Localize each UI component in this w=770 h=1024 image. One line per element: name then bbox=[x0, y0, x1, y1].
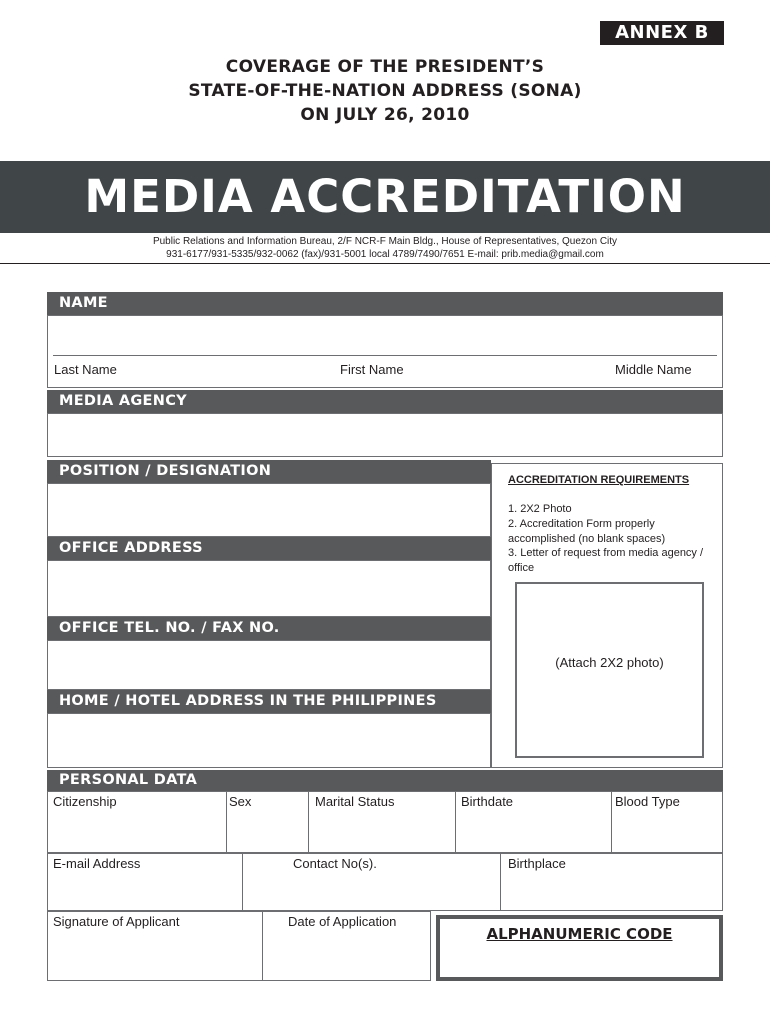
requirement-item-1: 1. 2X2 Photo bbox=[508, 503, 572, 515]
alphanumeric-code-box bbox=[436, 915, 723, 981]
marital-status-label: Marital Status bbox=[315, 794, 395, 809]
alphanumeric-code-label: ALPHANUMERIC CODE bbox=[486, 925, 673, 943]
citizenship-label: Citizenship bbox=[53, 794, 117, 809]
middle-name-label: Middle Name bbox=[615, 362, 692, 377]
form-title: MEDIA ACCREDITATION bbox=[84, 170, 686, 223]
divider bbox=[500, 853, 501, 911]
position-field[interactable] bbox=[47, 483, 491, 537]
last-name-label: Last Name bbox=[54, 362, 117, 377]
section-position-header: POSITION / DESIGNATION bbox=[47, 460, 491, 483]
section-personal-data-header: PERSONAL DATA bbox=[47, 770, 723, 791]
coverage-line-1: COVERAGE OF THE PRESIDENT’S bbox=[225, 57, 545, 77]
email-label: E-mail Address bbox=[53, 856, 141, 871]
signature-label: Signature of Applicant bbox=[53, 914, 180, 929]
contact-nos-label: Contact No(s). bbox=[293, 856, 377, 871]
sex-label: Sex bbox=[229, 794, 252, 809]
section-name-header: NAME bbox=[47, 292, 723, 315]
divider bbox=[226, 791, 227, 853]
photo-label: (Attach 2X2 photo) bbox=[555, 655, 664, 670]
blood-type-label: Blood Type bbox=[615, 794, 680, 809]
annex-label: ANNEX B bbox=[600, 21, 724, 45]
name-field-box[interactable] bbox=[47, 315, 723, 388]
date-application-label: Date of Application bbox=[288, 914, 397, 929]
requirement-item-3: 3. Letter of request from media agency / office bbox=[508, 547, 704, 574]
contact-address: Public Relations and Information Bureau, 2/F NCR-F Main Bldg., House of Representatives, Quezon City bbox=[152, 236, 618, 247]
requirements-title: ACCREDITATION REQUIREMENTS bbox=[508, 474, 690, 486]
home-address-field[interactable] bbox=[47, 713, 491, 768]
divider bbox=[262, 911, 263, 981]
media-agency-field[interactable] bbox=[47, 413, 723, 457]
divider bbox=[455, 791, 456, 853]
coverage-line-3: ON JULY 26, 2010 bbox=[300, 105, 470, 125]
divider bbox=[611, 791, 612, 853]
divider bbox=[242, 853, 243, 911]
photo-placeholder[interactable] bbox=[515, 582, 704, 758]
personal-row-2 bbox=[47, 853, 723, 911]
birthplace-label: Birthplace bbox=[508, 856, 566, 871]
contact-phone-email: 931-6177/931-5335/932-0062 (fax)/931-5001 local 4789/7490/7651 E-mail: prib.media@gmail.com bbox=[166, 249, 604, 260]
requirement-item-2: 2. Accreditation Form properly accomplished (no blank spaces) bbox=[508, 518, 666, 545]
section-home-address-header: HOME / HOTEL ADDRESS IN THE PHILIPPINES bbox=[47, 690, 491, 713]
office-address-field[interactable] bbox=[47, 560, 491, 617]
section-office-tel-header: OFFICE TEL. NO. / FAX NO. bbox=[47, 617, 491, 640]
office-tel-field[interactable] bbox=[47, 640, 491, 690]
section-office-address-header: OFFICE ADDRESS bbox=[47, 537, 491, 560]
birthdate-label: Birthdate bbox=[461, 794, 514, 809]
name-underline bbox=[53, 355, 717, 356]
coverage-line-2: STATE-OF-THE-NATION ADDRESS (SONA) bbox=[188, 81, 582, 101]
section-media-agency-header: MEDIA AGENCY bbox=[47, 390, 723, 413]
divider bbox=[308, 791, 309, 853]
first-name-label: First Name bbox=[340, 362, 404, 377]
